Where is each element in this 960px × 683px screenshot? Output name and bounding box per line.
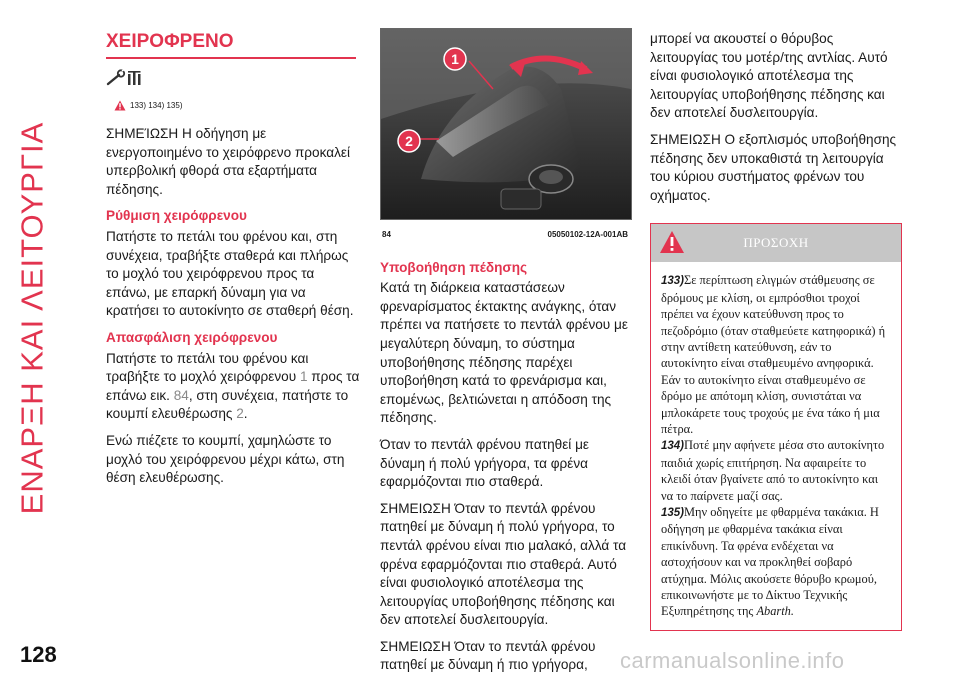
title-rule <box>106 57 356 59</box>
brake-assist-p6: ΣΗΜΕΙΩΣΗ Ο εξοπλισμός υποβοήθησης πέδησης δεν υποκαθιστά τη λειτουργία του κύριου συστήματος φρένων του οχήματος. <box>650 131 897 203</box>
warning-triangle-icon <box>659 230 685 254</box>
column-1 <box>106 30 360 496</box>
callout-1: 1 <box>451 51 459 67</box>
brake-assist-heading: Υποβοήθηση πέδησης <box>380 259 528 275</box>
watermark: carmanualsonline.info <box>620 648 845 673</box>
ref-figure-84[interactable]: 84 <box>173 387 189 403</box>
release-heading: Απασφάλιση χειρόφρενου <box>106 330 278 346</box>
figure-caption <box>382 226 628 245</box>
release-text: Πατήστε το πετάλι του φρένου και τραβήξτε το μοχλό χειρόφρενου 1 προς τα επάνω εικ. 84, στη συνέχεια, πατήστε το κουμπί ελευθέρωσης 2. <box>106 350 360 422</box>
side-title-text: ΕΝΑΡΞΗ ΚΑΙ ΛΕΙΤΟΥΡΓΙΑ <box>14 121 50 515</box>
section-side-title <box>2 18 62 618</box>
brake-assist-p1: Κατά τη διάρκεια καταστάσεων φρεναρίσματος έκτακτης ανάγκης, όταν πρέπει να πατήσετε το πεντάλ φρένου με μεγαλύτερη δύναμη, το σύστημα υποβοήθησης πέδησης παρέχει υποβοήθηση κατά το φρενάρισμα και, επομένως, βελτιώνεται η απόδοση της πέδησης. <box>380 280 628 426</box>
callout-2: 2 <box>405 133 413 149</box>
engage-text: Πατήστε το πετάλι του φρένου και, στη συνέχεια, τραβήξτε σταθερά και πλήρως το μοχλό του χειρόφρενου προς τα επάνω, με επαρκή δύναμη για να κρατήσει το αυτοκίνητο σε σταθερή θέση. <box>106 229 354 319</box>
warning-133: 133)Σε περίπτωση ελιγμών στάθμευσης σε δρόμους με κλίση, οι εμπρόσθιοι τροχοί πρέπει να έχουν κατεύθυνση προς το πεζοδρόμιο (όταν σταθμεύετε κατηφορικά) ή στην αντίθετη κατεύθυνση, εάν το αυτοκίνητο είναι σταθμευμένο ανηφορικά. Εάν το αυτοκίνητο είναι σταθμευμένο σε δρόμο με απότομη κλίση, συνιστάται να μπλοκάρετε τους τροχούς με ένα τάκο ή μια πέτρα. <box>661 273 886 436</box>
handbrake-figure <box>380 28 632 220</box>
brake-assist-p3: ΣΗΜΕΙΩΣΗ Όταν το πεντάλ φρένου πατηθεί με δύναμη ή πολύ γρήγορα, το πεντάλ φρένου είναι πιο μαλακό, αλλά τα φρένα εφαρμόζονται πιο σταθερά. Αυτό είναι φυσιολογικό αποτέλεσμα της λειτουργίας υποβοήθησης πέδησης και δεν αποτελεί δυσλειτουργία. <box>380 500 627 628</box>
handbrake-illustration <box>381 29 631 219</box>
release-text-2: Ενώ πιέζετε το κουμπί, χαμηλώστε το μοχλό του χειρόφρενου μέχρι κάτω, στη θέση ελευθέρωσης. <box>106 433 345 486</box>
warning-box <box>650 223 902 631</box>
ref-button-2: 2 <box>236 406 244 422</box>
warning-refs-text: 133) 134) 135) <box>130 100 183 110</box>
warning-135: 135)Μην οδηγείτε με φθαρμένα τακάκια. Η οδήγηση με φθαρμένα τακάκια είναι επικίνδυνη. Τα φρένα ενδέχεται να αστοχήσουν και να προκληθεί σοβαρό ατύχημα. Μόλις ακούσετε θόρυβο κρωμού, επικοινωνήστε με το Δίκτυο Τεχνικής Εξυπηρέτησης της Abarth. <box>661 505 879 619</box>
figure-number: 84 <box>382 230 391 239</box>
brake-assist-p4: ΣΗΜΕΙΩΣΗ Όταν το πεντάλ φρένου πατηθεί με δύναμη ή πιο γρήγορα, <box>380 638 596 673</box>
warning-title: ΠΡΟΣΟΧΗ <box>743 235 809 251</box>
page-number: 128 <box>20 642 57 667</box>
engage-heading: Ρύθμιση χειρόφρενου <box>106 208 247 224</box>
warning-triangle-icon <box>114 100 126 111</box>
brake-assist-p5: μπορεί να ακουστεί ο θόρυβος λειτουργίας του μοτέρ/της αντλίας. Αυτό είναι φυσιολογικό αποτέλεσμα της λειτουργίας υποβοήθησης πέδησης και δεν αποτελεί δυσλειτουργία. <box>650 31 888 121</box>
warning-body <box>651 262 901 630</box>
warning-refs <box>114 97 360 116</box>
ref-lever-1: 1 <box>299 369 308 385</box>
spanner-icon <box>106 67 360 91</box>
warning-header <box>651 224 901 262</box>
figure-code: 05050102-12A-001AB <box>547 230 628 239</box>
warning-134: 134)Ποτέ μην αφήνετε μέσα στο αυτοκίνητο παιδιά χωρίς επιτήρηση. Να αφαιρείτε το κλειδί όταν βγαίνετε από το αυτοκίνητο και να το παίρνετε μαζί σας. <box>661 438 885 503</box>
column-3 <box>650 30 902 631</box>
column-2 <box>380 30 630 683</box>
handbrake-note: ΣΗΜΕΊΩΣΗ Η οδήγηση με ενεργοποιημένο το χειρόφρενο προκαλεί υπερβολική φθορά στα εξαρτήματα πέδησης. <box>106 126 350 197</box>
brake-assist-p2: Όταν το πεντάλ φρένου πατηθεί με δύναμη ή πολύ γρήγορα, τα φρένα εφαρμόζονται πιο σταθερά. <box>380 436 589 490</box>
page-title: ΧΕΙΡΟΦΡΕΝΟ <box>106 31 234 52</box>
